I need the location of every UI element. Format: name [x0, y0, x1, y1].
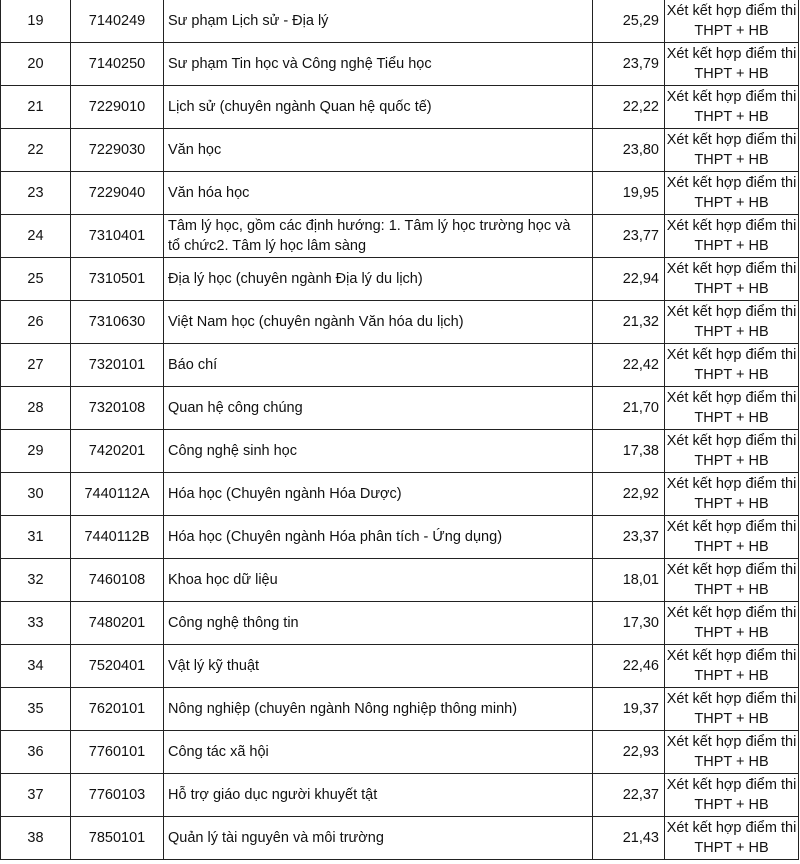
cell-program-name: Sư phạm Lịch sử - Địa lý: [164, 0, 593, 43]
cell-program-code: 7140249: [71, 0, 164, 43]
cell-cutoff-score: 22,37: [593, 774, 665, 817]
cell-program-code: 7480201: [71, 602, 164, 645]
cell-program-name: Công tác xã hội: [164, 731, 593, 774]
cell-cutoff-score: 22,94: [593, 258, 665, 301]
cell-index: 30: [1, 473, 71, 516]
cell-program-name: Tâm lý học, gồm các định hướng: 1. Tâm lý học trường học và tổ chức2. Tâm lý học lâm sàng: [164, 215, 593, 258]
cell-program-code: 7420201: [71, 430, 164, 473]
cell-cutoff-score: 19,95: [593, 172, 665, 215]
table-row: [1, 430, 799, 473]
table-body: [1, 0, 799, 860]
cell-cutoff-score: 17,30: [593, 602, 665, 645]
cell-program-name: Lịch sử (chuyên ngành Quan hệ quốc tế): [164, 86, 593, 129]
cell-admission-method: Xét kết hợp điểm thi THPT + HB: [665, 344, 799, 387]
cell-index: 34: [1, 645, 71, 688]
table-row: [1, 602, 799, 645]
table-row: [1, 516, 799, 559]
cell-admission-method: Xét kết hợp điểm thi THPT + HB: [665, 602, 799, 645]
cell-program-code: 7229030: [71, 129, 164, 172]
table-row: [1, 215, 799, 258]
cell-program-code: 7760103: [71, 774, 164, 817]
cell-admission-method: Xét kết hợp điểm thi THPT + HB: [665, 215, 799, 258]
cell-cutoff-score: 17,38: [593, 430, 665, 473]
table-row: [1, 688, 799, 731]
cell-admission-method: Xét kết hợp điểm thi THPT + HB: [665, 774, 799, 817]
cell-program-name: Vật lý kỹ thuật: [164, 645, 593, 688]
table-row: [1, 172, 799, 215]
table-row: [1, 43, 799, 86]
cell-index: 20: [1, 43, 71, 86]
cell-index: 32: [1, 559, 71, 602]
cell-cutoff-score: 22,42: [593, 344, 665, 387]
cell-program-name: Khoa học dữ liệu: [164, 559, 593, 602]
table-row: [1, 344, 799, 387]
cell-admission-method: Xét kết hợp điểm thi THPT + HB: [665, 473, 799, 516]
cell-program-name: Nông nghiệp (chuyên ngành Nông nghiệp thông minh): [164, 688, 593, 731]
table-row: [1, 301, 799, 344]
table-row: [1, 86, 799, 129]
cell-admission-method: Xét kết hợp điểm thi THPT + HB: [665, 172, 799, 215]
cell-program-name: Văn hóa học: [164, 172, 593, 215]
cell-admission-method: Xét kết hợp điểm thi THPT + HB: [665, 516, 799, 559]
cell-cutoff-score: 19,37: [593, 688, 665, 731]
table-row: [1, 645, 799, 688]
cell-program-code: 7460108: [71, 559, 164, 602]
cell-program-code: 7440112A: [71, 473, 164, 516]
cell-index: 22: [1, 129, 71, 172]
cell-cutoff-score: 23,37: [593, 516, 665, 559]
cell-index: 19: [1, 0, 71, 43]
cell-index: 26: [1, 301, 71, 344]
table-row: [1, 817, 799, 860]
cell-cutoff-score: 21,70: [593, 387, 665, 430]
cell-admission-method: Xét kết hợp điểm thi THPT + HB: [665, 0, 799, 43]
cell-program-name: Công nghệ thông tin: [164, 602, 593, 645]
cell-program-name: Địa lý học (chuyên ngành Địa lý du lịch): [164, 258, 593, 301]
cell-cutoff-score: 25,29: [593, 0, 665, 43]
cell-program-name: Hóa học (Chuyên ngành Hóa Dược): [164, 473, 593, 516]
cell-cutoff-score: 22,22: [593, 86, 665, 129]
cell-program-name: Văn học: [164, 129, 593, 172]
table-row: [1, 774, 799, 817]
cell-index: 21: [1, 86, 71, 129]
cell-program-name: Báo chí: [164, 344, 593, 387]
cell-cutoff-score: 23,80: [593, 129, 665, 172]
cell-program-code: 7310630: [71, 301, 164, 344]
cell-program-code: 7229010: [71, 86, 164, 129]
cell-program-name: Hỗ trợ giáo dục người khuyết tật: [164, 774, 593, 817]
cell-admission-method: Xét kết hợp điểm thi THPT + HB: [665, 258, 799, 301]
cell-program-code: 7310501: [71, 258, 164, 301]
cell-index: 35: [1, 688, 71, 731]
cell-index: 29: [1, 430, 71, 473]
cell-cutoff-score: 21,32: [593, 301, 665, 344]
cell-admission-method: Xét kết hợp điểm thi THPT + HB: [665, 387, 799, 430]
cell-index: 25: [1, 258, 71, 301]
cell-index: 27: [1, 344, 71, 387]
cell-cutoff-score: 22,93: [593, 731, 665, 774]
cell-program-name: Sư phạm Tin học và Công nghệ Tiểu học: [164, 43, 593, 86]
cell-admission-method: Xét kết hợp điểm thi THPT + HB: [665, 43, 799, 86]
table-row: [1, 473, 799, 516]
table-row: [1, 559, 799, 602]
cell-admission-method: Xét kết hợp điểm thi THPT + HB: [665, 559, 799, 602]
cell-index: 24: [1, 215, 71, 258]
cell-program-code: 7440112B: [71, 516, 164, 559]
cell-admission-method: Xét kết hợp điểm thi THPT + HB: [665, 301, 799, 344]
cell-index: 31: [1, 516, 71, 559]
cell-program-code: 7229040: [71, 172, 164, 215]
cell-program-name: Hóa học (Chuyên ngành Hóa phân tích - Ứng dụng): [164, 516, 593, 559]
table-row: [1, 129, 799, 172]
cell-admission-method: Xét kết hợp điểm thi THPT + HB: [665, 430, 799, 473]
cell-program-code: 7320101: [71, 344, 164, 387]
cell-cutoff-score: 22,92: [593, 473, 665, 516]
cell-program-code: 7520401: [71, 645, 164, 688]
cell-admission-method: Xét kết hợp điểm thi THPT + HB: [665, 86, 799, 129]
cell-index: 33: [1, 602, 71, 645]
table-row: [1, 0, 799, 43]
cell-program-code: 7140250: [71, 43, 164, 86]
cell-admission-method: Xét kết hợp điểm thi THPT + HB: [665, 688, 799, 731]
cell-index: 37: [1, 774, 71, 817]
cell-program-name: Quan hệ công chúng: [164, 387, 593, 430]
cell-program-name: Việt Nam học (chuyên ngành Văn hóa du lịch): [164, 301, 593, 344]
cell-cutoff-score: 21,43: [593, 817, 665, 860]
cell-cutoff-score: 23,77: [593, 215, 665, 258]
cell-program-code: 7760101: [71, 731, 164, 774]
cell-index: 28: [1, 387, 71, 430]
cell-program-name: Quản lý tài nguyên và môi trường: [164, 817, 593, 860]
cell-index: 38: [1, 817, 71, 860]
cell-admission-method: Xét kết hợp điểm thi THPT + HB: [665, 817, 799, 860]
cell-admission-method: Xét kết hợp điểm thi THPT + HB: [665, 645, 799, 688]
cell-admission-method: Xét kết hợp điểm thi THPT + HB: [665, 731, 799, 774]
table-row: [1, 731, 799, 774]
cell-index: 23: [1, 172, 71, 215]
cell-program-code: 7310401: [71, 215, 164, 258]
cell-cutoff-score: 23,79: [593, 43, 665, 86]
table-row: [1, 387, 799, 430]
cell-program-code: 7620101: [71, 688, 164, 731]
cell-admission-method: Xét kết hợp điểm thi THPT + HB: [665, 129, 799, 172]
cell-index: 36: [1, 731, 71, 774]
cell-program-code: 7320108: [71, 387, 164, 430]
cell-cutoff-score: 18,01: [593, 559, 665, 602]
table-row: [1, 258, 799, 301]
cell-program-code: 7850101: [71, 817, 164, 860]
cell-program-name: Công nghệ sinh học: [164, 430, 593, 473]
cell-cutoff-score: 22,46: [593, 645, 665, 688]
